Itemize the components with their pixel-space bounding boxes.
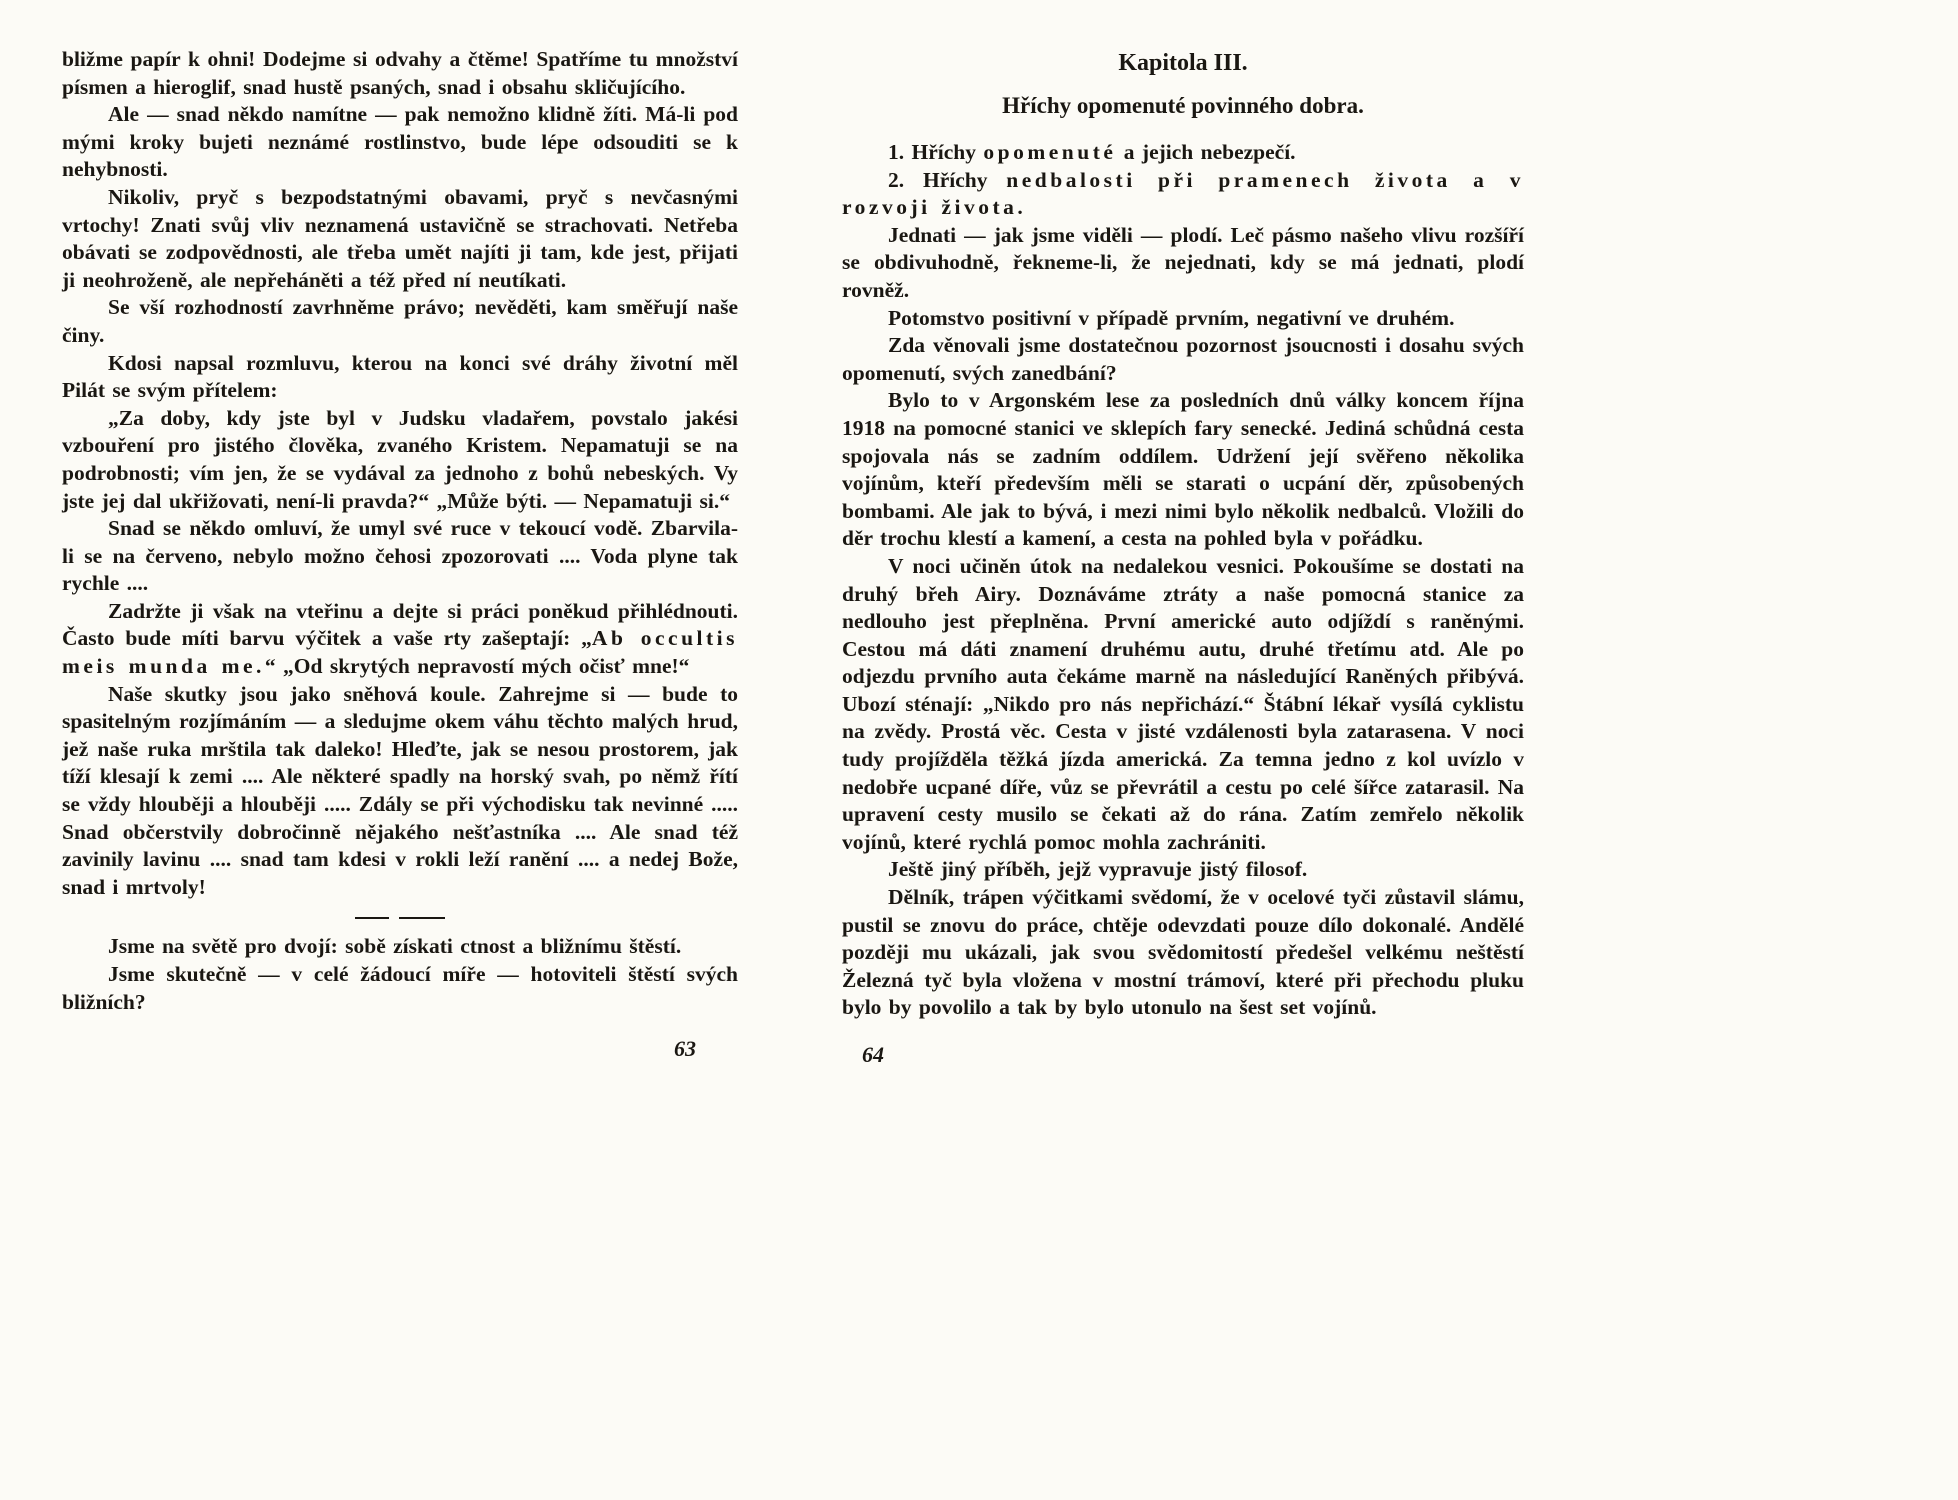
paragraph (62, 598, 738, 681)
paragraph: Jednati — jak jsme viděli — plodí. Leč pásmo našeho vlivu rozšíří se obdivuhodně, řekneme-li, že nejednati, kdy se má jednati, plodí rovněž. (842, 222, 1524, 302)
list-item-segment: a jejich nebezpečí. (1116, 140, 1296, 164)
list-item (842, 139, 1524, 167)
paragraph-segment: “ „Od skrytých nepravostí mých očisť mne!“ (264, 654, 690, 679)
paragraph: Nikoliv, pryč s bezpodstatnými obavami, pryč s nevčasnými vrtochy! Znati svůj vliv neznamená ustavičně se strachovati. Netřeba obávati se zodpovědnosti, ale třeba umět najíti ji tam, kde jest, přijati ji neohroženě, ale nepřeháněti a též před ní neutíkati. (62, 184, 738, 292)
paragraph: bližme papír k ohni! Dodejme si odvahy a čtěme! Spatříme tu množství písmen a hieroglif, snad hustě psaných, snad i obsahu skličujícího. (62, 47, 738, 99)
left-page (62, 46, 738, 1062)
paragraph: Ale — snad někdo namítne — pak nemožno klidně žíti. Má-li pod mými kroky bujeti neznámé rostlinstvo, bude lépe odsouditi se k nehybnosti. (62, 102, 738, 182)
paragraph: Dělník, trápen výčitkami svědomí, že v ocelové tyči zůstavil slámu, pustil se znovu do práce, chtěje odevzdati pouze dílo dokonalé. Andělé později mu ukázali, jak svou svědomitostí předešel velkému neštěstí Železná tyč byla vložena v mostní trámoví, které při přechodu pluku bylo by povolilo a tak by bylo utonulo na šest set vojínů. (842, 885, 1524, 1020)
paragraph: Bylo to v Argonském lese za posledních dnů války koncem října 1918 na pomocné stanici ve sklepích fary senecké. Jediná schůdná cesta spojovala nás se zadním oddílem. Udržení její svěřeno několika vojínům, kteří především měli se starati o ucpání děr, způsobených bombami. Ale jak to bývá, i mezi nimi bylo několik nedbalců. Vložili do děr trochu klestí a kamení, a cesta na pohled byla v pořádku. (842, 388, 1524, 551)
paragraph: Naše skutky jsou jako sněhová koule. Zahrejme si — bude to spasitelným rozjímáním — a sledujme okem váhu těchto malých hrud, jež naše ruka mrštila tak daleko! Hleďte, jak se nesou prostorem, jak tíží klesají k zemi .... Ale některé spadly na horský svah, po němž řítí se vždy hlouběji a hlouběji ..... Zdály se při východisku tak nevinné ..... Snad občerstvily dobročinně nějakého nešťastníka .... Ale snad též zavinily lavinu .... snad tam kdesi v rokli leží ranění .... a nedej Bože, snad i mrtvoly! (62, 681, 738, 899)
paragraph: V noci učiněn útok na nedalekou vesnici. Pokoušíme se dostati na druhý břeh Airy. Doznáváme ztráty a naše pomocná stanice za nedlouho jest přeplněna. První americké auto odjíždí s raněnými. Cestou má dáti znamení druhému autu, druhé třetímu atd. Ale po odjezdu prvního auta čekáme marně na následující Raněných přibývá. Ubozí sténají: „Nikdo pro nás nepřichází.“ Štábní lékař vysílá cyklistu na zvědy. Prostá věc. Cesta v jisté vzdálenosti byla zatarasena. V noci tudy projížděla těžká jízda americká. Za temna jedno z kol uvízlo v nedobře ucpané díře, vůz se převrátil a cestu po celé šířce zatarasil. Na upravení cesty musilo se čekati až do rána. Zatím zemřelo několik vojínů, které rychlá pomoc mohla zachrániti. (842, 553, 1524, 854)
paragraph: Snad se někdo omluví, že umyl své ruce v tekoucí vodě. Zbarvila-li se na červeno, nebylo možno čehosi zpozorovati .... Voda plyne tak rychle .... (62, 516, 738, 596)
paragraph: Kdosi napsal rozmluvu, kterou na konci své dráhy životní měl Pilát se svým přítelem: (62, 350, 738, 403)
paragraph: Se vší rozhodností zavrhněme právo; nevěděti, kam směřují naše činy. (62, 295, 738, 347)
section-divider (352, 917, 448, 919)
list-item (842, 167, 1524, 222)
paragraph: Potomstvo positivní v případě prvním, negativní ve druhém. (888, 305, 1455, 330)
paragraph: Jsme na světě pro dvojí: sobě získati ctnost a bližnímu štěstí. (108, 934, 682, 959)
page-number: 64 (862, 1042, 884, 1067)
list-item-spaced-text: nedbalosti při pramenech života a v rozvoji života. (842, 167, 1524, 220)
paragraph: Ještě jiný příběh, jejž vypravuje jistý filosof. (888, 857, 1308, 882)
list-item-spaced-text: opomenuté (983, 140, 1117, 164)
right-page (842, 46, 1524, 1068)
chapter-heading: Kapitola III. (1118, 50, 1248, 76)
paragraph: „Za doby, kdy jste byl v Judsku vladařem, povstalo jakési vzbouření pro jistého člověka, zvaného Kristem. Nepamatuji se na podrobnosti; vím jen, že se vydával za jednoho z bohů nebeských. Vy jste jej dal ukřižovati, není-li pravda?“ „Může býti. — Nepamatuji si.“ (62, 405, 738, 513)
latin-quote-text: Ab occultis meis munda me. (62, 626, 739, 679)
chapter-title: Hříchy opomenuté povinného dobra. (1002, 93, 1364, 118)
page-number: 63 (674, 1036, 696, 1062)
paragraph: Jsme skutečně — v celé žádoucí míře — hotoviteli štěstí svých bližních? (62, 962, 738, 1014)
paragraph: Zda věnovali jsme dostatečnou pozornost jsoucnosti i dosahu svých opomenutí, svých zanedbání? (842, 333, 1524, 385)
list-item-segment: 2. Hříchy (888, 167, 1007, 192)
list-item-segment: 1. Hříchy (888, 140, 984, 164)
paragraph-segment: Zadržte ji však na vteřinu a dejte si práci poněkud přihlédnouti. Často bude míti barvu výčitek a vaše rty zašeptají: „ (62, 598, 738, 651)
